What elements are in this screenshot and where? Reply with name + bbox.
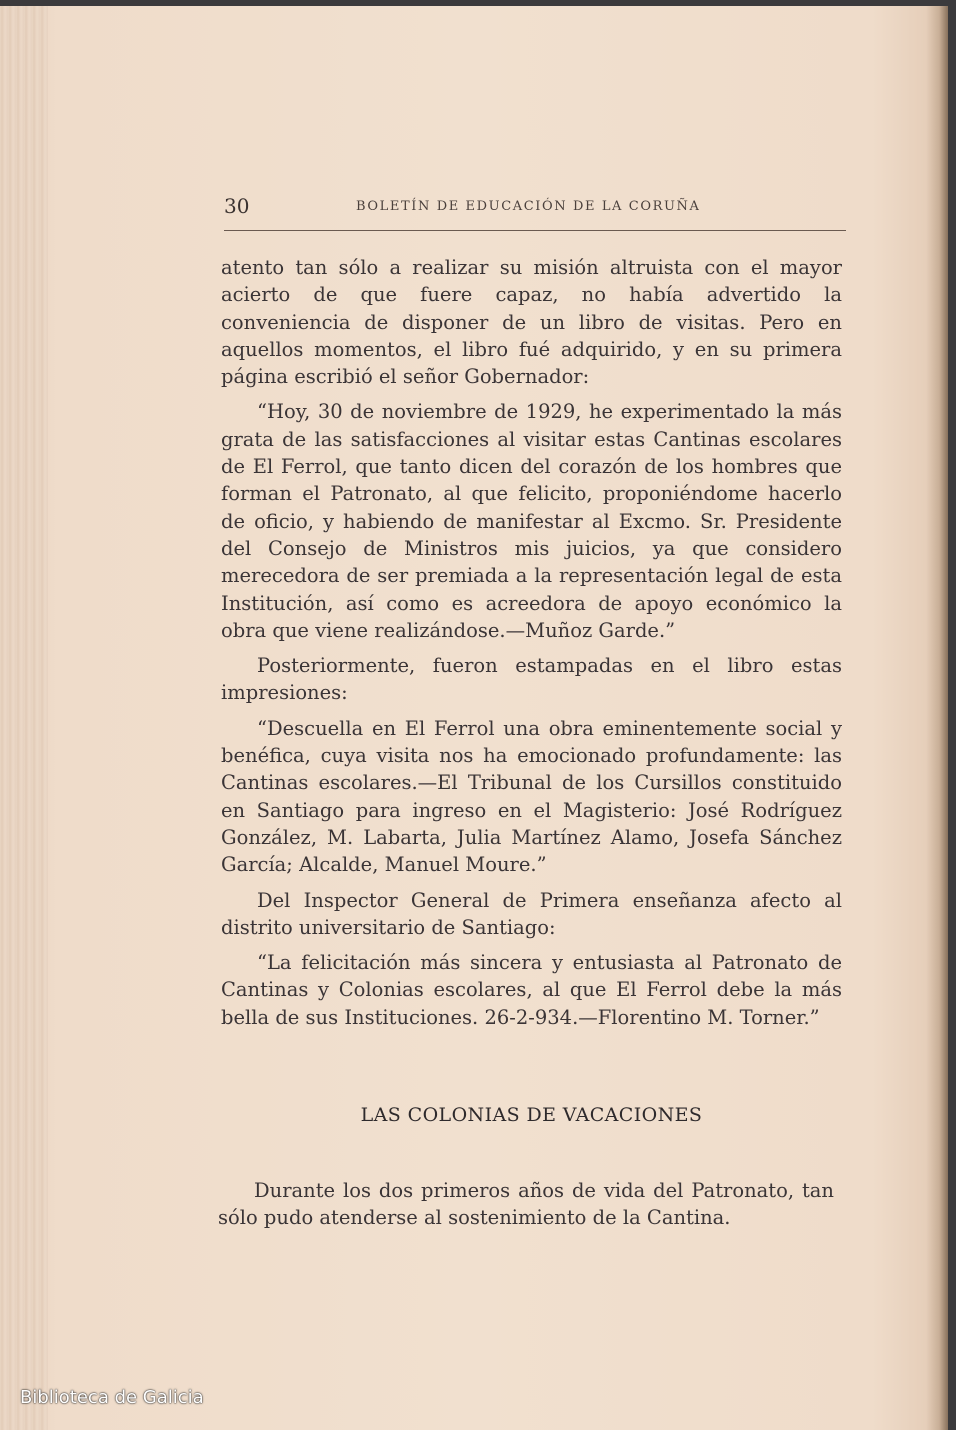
running-head: BOLETÍN DE EDUCACIÓN DE LA CORUÑA — [356, 199, 701, 214]
paragraph: Posteriormente, fueron estampadas en el libro estas impresiones: — [221, 654, 842, 705]
section-heading: LAS COLONIAS DE VACACIONES — [360, 1104, 703, 1126]
quote-paragraph: “La felicitación más sincera y entusiasta al Patronato de Cantinas y Colonias escolares, al que El Ferrol debe la más bella de sus Instituciones. 26-2-934.—Florentino M. Torner.” — [221, 951, 842, 1029]
page-number: 30 — [224, 194, 250, 218]
paragraph: atento tan sólo a realizar su misión altruista con el mayor acierto de que fuere capaz, no había advertido la conveniencia de disponer de un libro de visitas. Pero en aquellos momentos, el libro fué adquirido, y en su primera página escribió el señor Gobernador: — [221, 256, 842, 389]
quote-paragraph: “Descuella en El Ferrol una obra eminentemente social y benéfica, cuya visita nos ha emocionado profundamente: las Cantinas escolares.—El Tribunal de los Cursillos constituido en Santiago para ingreso en el Magisterio: José Rodríguez González, M. Labarta, Julia Martínez Alamo, Josefa Sánchez García; Alcalde, Manuel Moure.” — [221, 716, 842, 877]
library-watermark: Biblioteca de Galicia — [20, 1387, 204, 1408]
paragraph: Del Inspector General de Primera enseñanza afecto al distrito universitario de Santiago: — [221, 888, 842, 939]
quote-paragraph: “Hoy, 30 de noviembre de 1929, he experimentado la más grata de las satisfacciones al visitar estas Cantinas escolares de El Ferrol, que tanto dicen del corazón de los hombres que forman el Patronato, al que felicito, proponiéndome hacerlo de oficio, y habiendo de manifestar al Excmo. Sr. Presidente del Consejo de Ministros mis juicios, ya que considero merecedora de ser premiada a la representación legal de esta Institución, así como es acreedora de apoyo económico la obra que viene realizándose.—Muñoz Garde.” — [221, 400, 842, 642]
page-edge-right — [926, 6, 948, 1430]
body-text — [221, 254, 842, 1039]
page-edge-left — [0, 6, 48, 1430]
section-paragraph: Durante los dos primeros años de vida del Patronato, tan sólo pudo atenderse al sostenimiento de la Cantina. — [218, 1179, 834, 1230]
page-header — [224, 190, 846, 231]
